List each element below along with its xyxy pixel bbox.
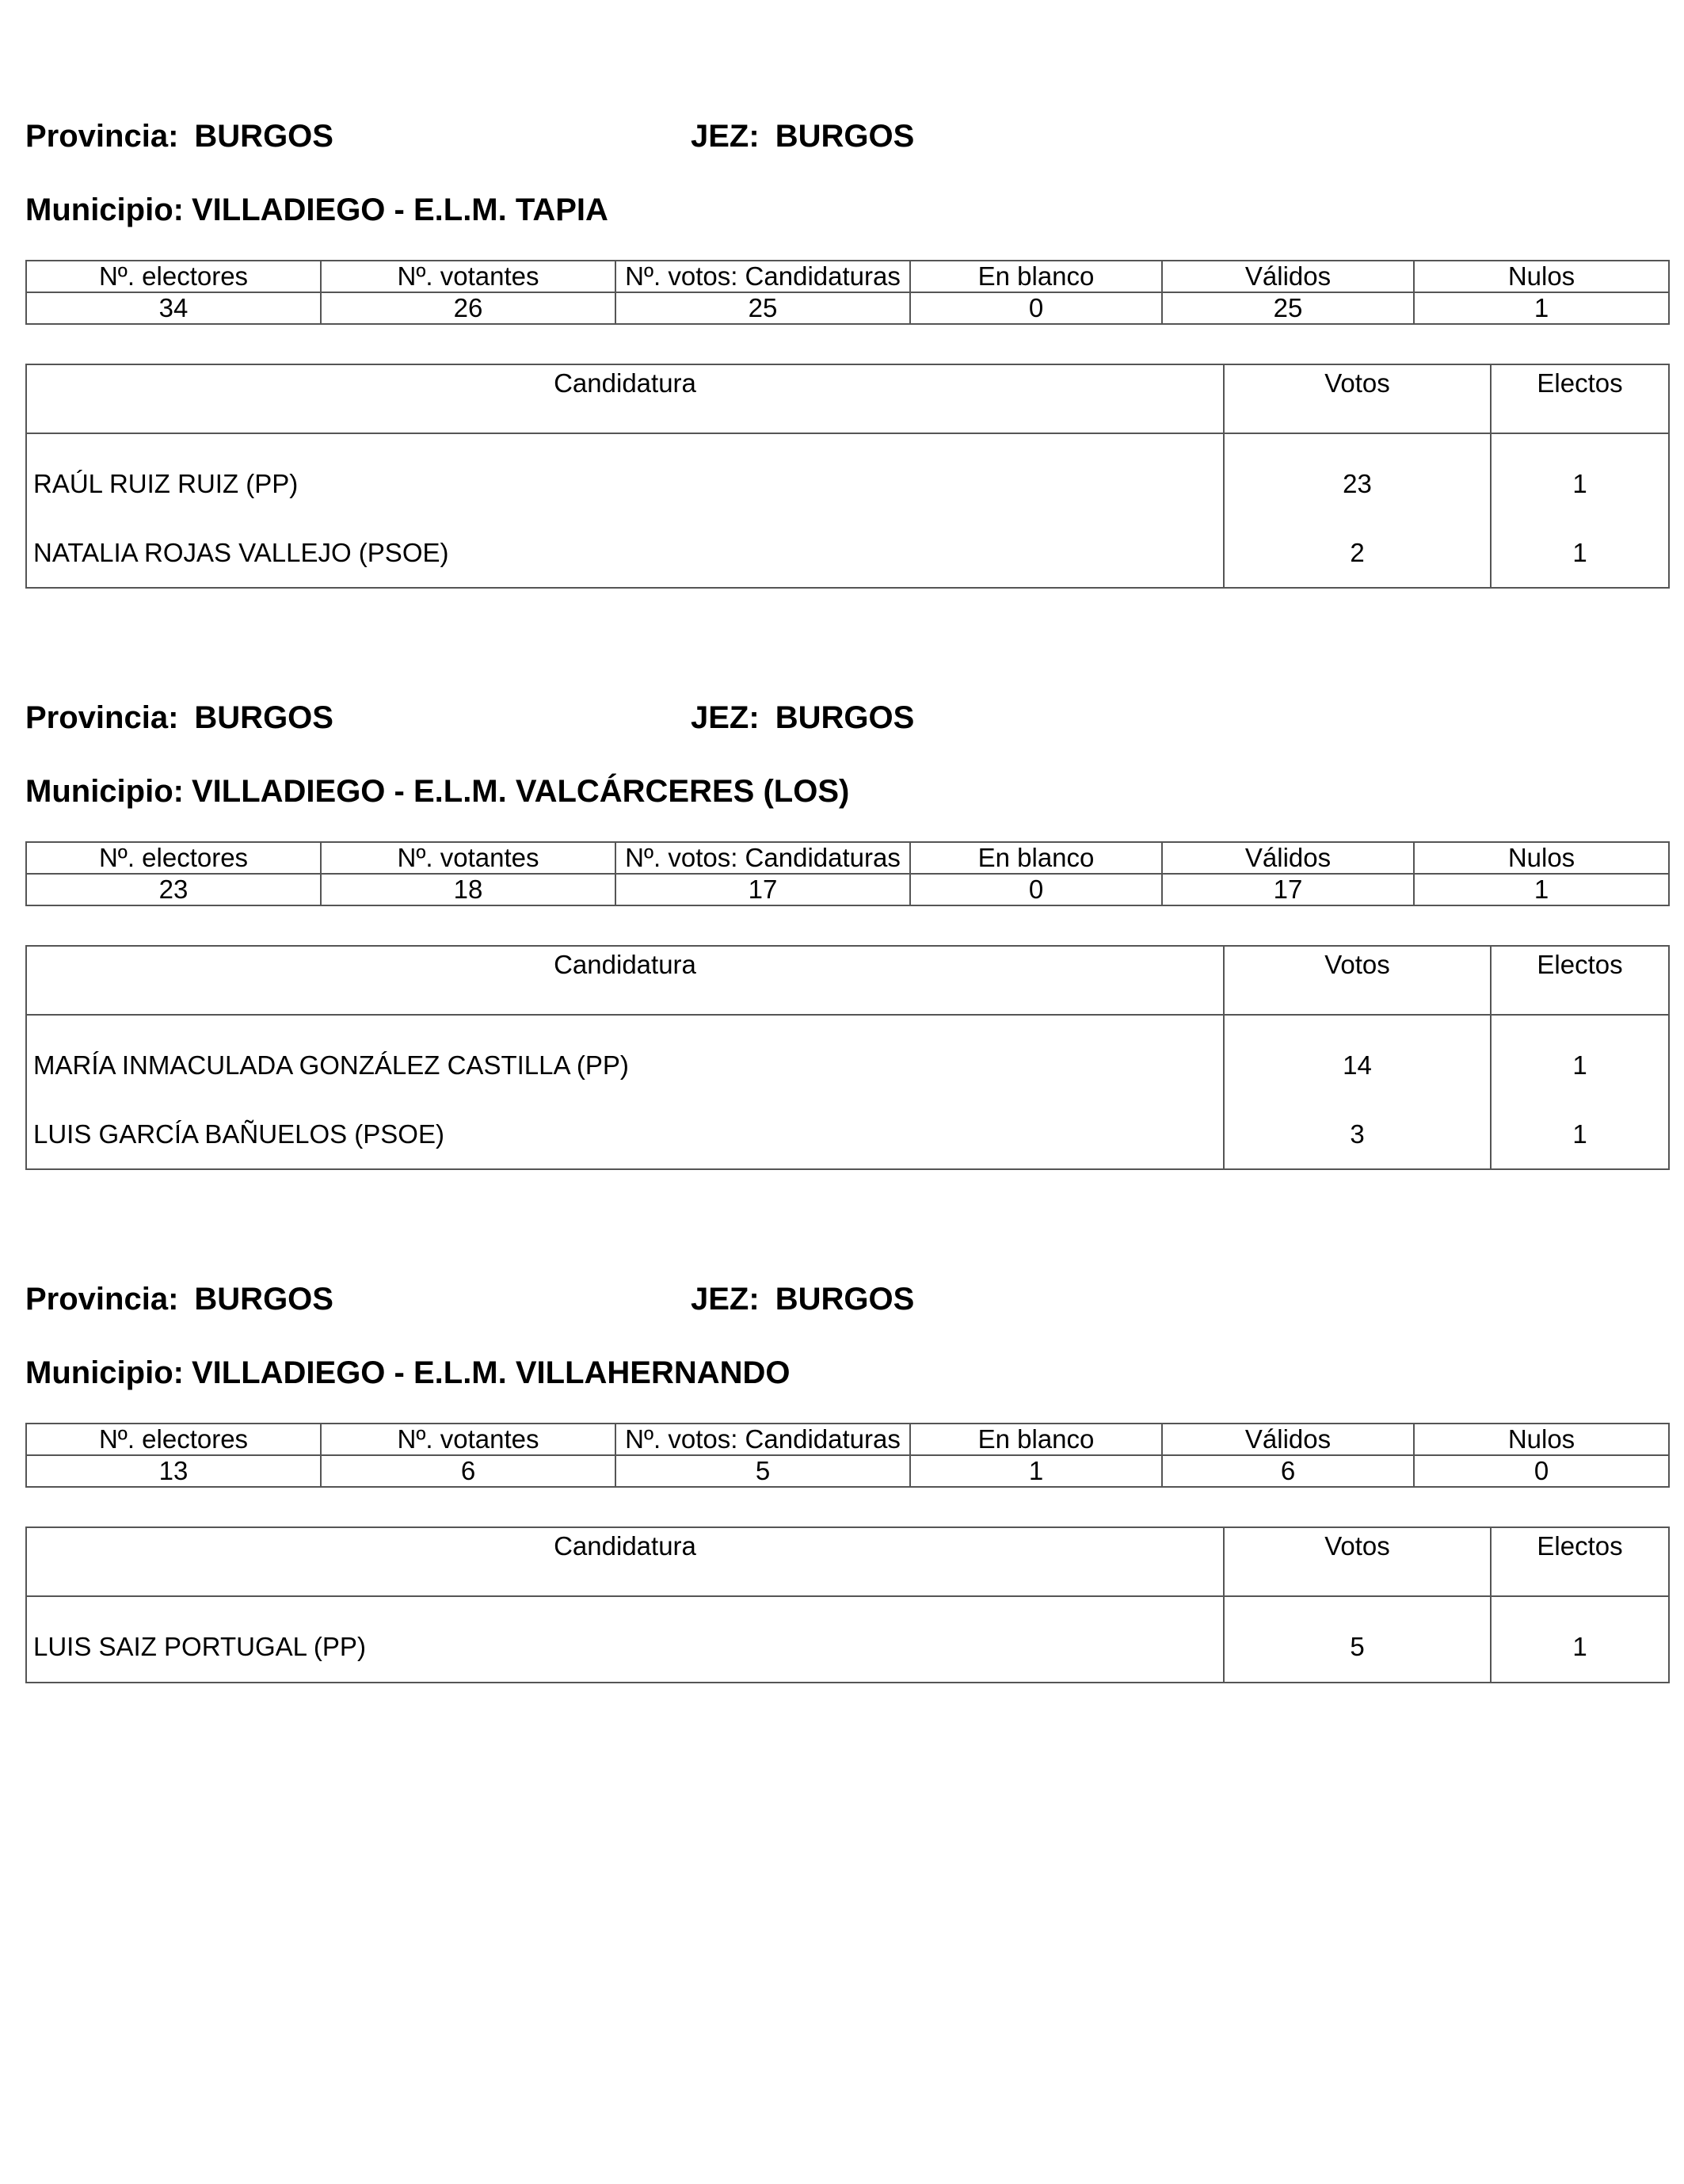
stats-header-cell: Nº. votantes <box>321 842 615 874</box>
electos-header: Electos <box>1491 364 1669 433</box>
municipio-value: VILLADIEGO - E.L.M. VILLAHERNANDO <box>191 1355 791 1390</box>
candidate-electos: 1 <box>1491 1596 1669 1683</box>
votos-header: Votos <box>1224 364 1491 433</box>
stats-header-cell: Válidos <box>1162 842 1414 874</box>
electos-header: Electos <box>1491 1527 1669 1596</box>
stats-header-row <box>26 1424 1669 1455</box>
provincia-label: Provincia: <box>25 1282 179 1317</box>
candidate-votos: 5 <box>1224 1596 1491 1683</box>
candidate-row <box>26 1596 1669 1683</box>
candidate-electos: 1 <box>1491 519 1669 588</box>
provincia-line <box>25 1280 333 1318</box>
jez-value: BURGOS <box>775 1282 915 1317</box>
stats-header-cell: En blanco <box>910 842 1162 874</box>
candidate-electos: 1 <box>1491 1015 1669 1100</box>
stats-value-cell: 13 <box>26 1455 321 1487</box>
stats-header-cell: Válidos <box>1162 1424 1414 1455</box>
jez-label: JEZ: <box>691 700 760 735</box>
municipio-line <box>25 1354 791 1392</box>
jez-line <box>691 1280 914 1318</box>
jez-value: BURGOS <box>775 119 915 154</box>
candidates-table <box>25 945 1670 1170</box>
stats-value-cell: 26 <box>321 292 615 324</box>
stats-header-cell: Nº. votos: Candidaturas <box>615 261 910 292</box>
jez-label: JEZ: <box>691 1282 760 1317</box>
candidatura-header: Candidatura <box>26 364 1224 433</box>
provincia-value: BURGOS <box>194 119 333 154</box>
municipio-line <box>25 772 849 810</box>
municipio-label: Municipio: <box>25 192 184 227</box>
stats-header-row <box>26 842 1669 874</box>
stats-header-cell: Nº. electores <box>26 1424 321 1455</box>
stats-value-cell: 0 <box>910 874 1162 905</box>
candidate-row <box>26 1100 1669 1169</box>
provincia-label: Provincia: <box>25 700 179 735</box>
stats-value-row <box>26 292 1669 324</box>
municipio-value: VILLADIEGO - E.L.M. VALCÁRCERES (LOS) <box>191 774 850 809</box>
candidates-header-row <box>26 1527 1669 1596</box>
jez-value: BURGOS <box>775 700 915 735</box>
candidate-electos: 1 <box>1491 1100 1669 1169</box>
stats-header-cell: Nulos <box>1414 1424 1669 1455</box>
stats-table <box>25 1423 1670 1488</box>
votos-header: Votos <box>1224 946 1491 1015</box>
stats-value-cell: 1 <box>1414 292 1669 324</box>
stats-value-cell: 34 <box>26 292 321 324</box>
stats-value-cell: 6 <box>321 1455 615 1487</box>
candidatura-header: Candidatura <box>26 946 1224 1015</box>
stats-header-row <box>26 261 1669 292</box>
candidate-votos: 14 <box>1224 1015 1491 1100</box>
stats-value-row <box>26 1455 1669 1487</box>
candidate-electos: 1 <box>1491 433 1669 519</box>
votos-header: Votos <box>1224 1527 1491 1596</box>
candidate-row <box>26 519 1669 588</box>
electos-header: Electos <box>1491 946 1669 1015</box>
stats-header-cell: Nº. electores <box>26 842 321 874</box>
stats-value-cell: 18 <box>321 874 615 905</box>
jez-line <box>691 699 914 737</box>
candidates-table <box>25 1527 1670 1683</box>
candidate-name: NATALIA ROJAS VALLEJO (PSOE) <box>26 519 1224 588</box>
candidate-name: LUIS SAIZ PORTUGAL (PP) <box>26 1596 1224 1683</box>
stats-header-cell: En blanco <box>910 1424 1162 1455</box>
stats-value-cell: 0 <box>910 292 1162 324</box>
provincia-line <box>25 117 333 155</box>
candidates-table <box>25 364 1670 589</box>
stats-table <box>25 260 1670 325</box>
stats-value-cell: 6 <box>1162 1455 1414 1487</box>
provincia-line <box>25 699 333 737</box>
stats-header-cell: Nulos <box>1414 261 1669 292</box>
municipio-value: VILLADIEGO - E.L.M. TAPIA <box>191 192 608 227</box>
stats-value-cell: 1 <box>910 1455 1162 1487</box>
stats-header-cell: Válidos <box>1162 261 1414 292</box>
stats-value-cell: 17 <box>1162 874 1414 905</box>
candidate-row <box>26 433 1669 519</box>
candidate-votos: 23 <box>1224 433 1491 519</box>
candidates-header-row <box>26 946 1669 1015</box>
stats-value-cell: 0 <box>1414 1455 1669 1487</box>
stats-header-cell: Nulos <box>1414 842 1669 874</box>
municipio-label: Municipio: <box>25 1355 184 1390</box>
candidate-name: RAÚL RUIZ RUIZ (PP) <box>26 433 1224 519</box>
stats-value-row <box>26 874 1669 905</box>
candidatura-header: Candidatura <box>26 1527 1224 1596</box>
stats-value-cell: 5 <box>615 1455 910 1487</box>
provincia-value: BURGOS <box>194 1282 333 1317</box>
stats-header-cell: En blanco <box>910 261 1162 292</box>
stats-value-cell: 1 <box>1414 874 1669 905</box>
candidate-name: MARÍA INMACULADA GONZÁLEZ CASTILLA (PP) <box>26 1015 1224 1100</box>
candidate-row <box>26 1015 1669 1100</box>
stats-header-cell: Nº. votantes <box>321 1424 615 1455</box>
municipio-line <box>25 191 608 229</box>
stats-header-cell: Nº. votos: Candidaturas <box>615 1424 910 1455</box>
candidate-name: LUIS GARCÍA BAÑUELOS (PSOE) <box>26 1100 1224 1169</box>
stats-table <box>25 841 1670 906</box>
candidate-votos: 2 <box>1224 519 1491 588</box>
stats-value-cell: 23 <box>26 874 321 905</box>
provincia-value: BURGOS <box>194 700 333 735</box>
stats-value-cell: 17 <box>615 874 910 905</box>
provincia-label: Provincia: <box>25 119 179 154</box>
stats-header-cell: Nº. votantes <box>321 261 615 292</box>
stats-header-cell: Nº. votos: Candidaturas <box>615 842 910 874</box>
candidate-votos: 3 <box>1224 1100 1491 1169</box>
candidates-header-row <box>26 364 1669 433</box>
stats-header-cell: Nº. electores <box>26 261 321 292</box>
stats-value-cell: 25 <box>1162 292 1414 324</box>
jez-line <box>691 117 914 155</box>
stats-value-cell: 25 <box>615 292 910 324</box>
jez-label: JEZ: <box>691 119 760 154</box>
municipio-label: Municipio: <box>25 774 184 809</box>
